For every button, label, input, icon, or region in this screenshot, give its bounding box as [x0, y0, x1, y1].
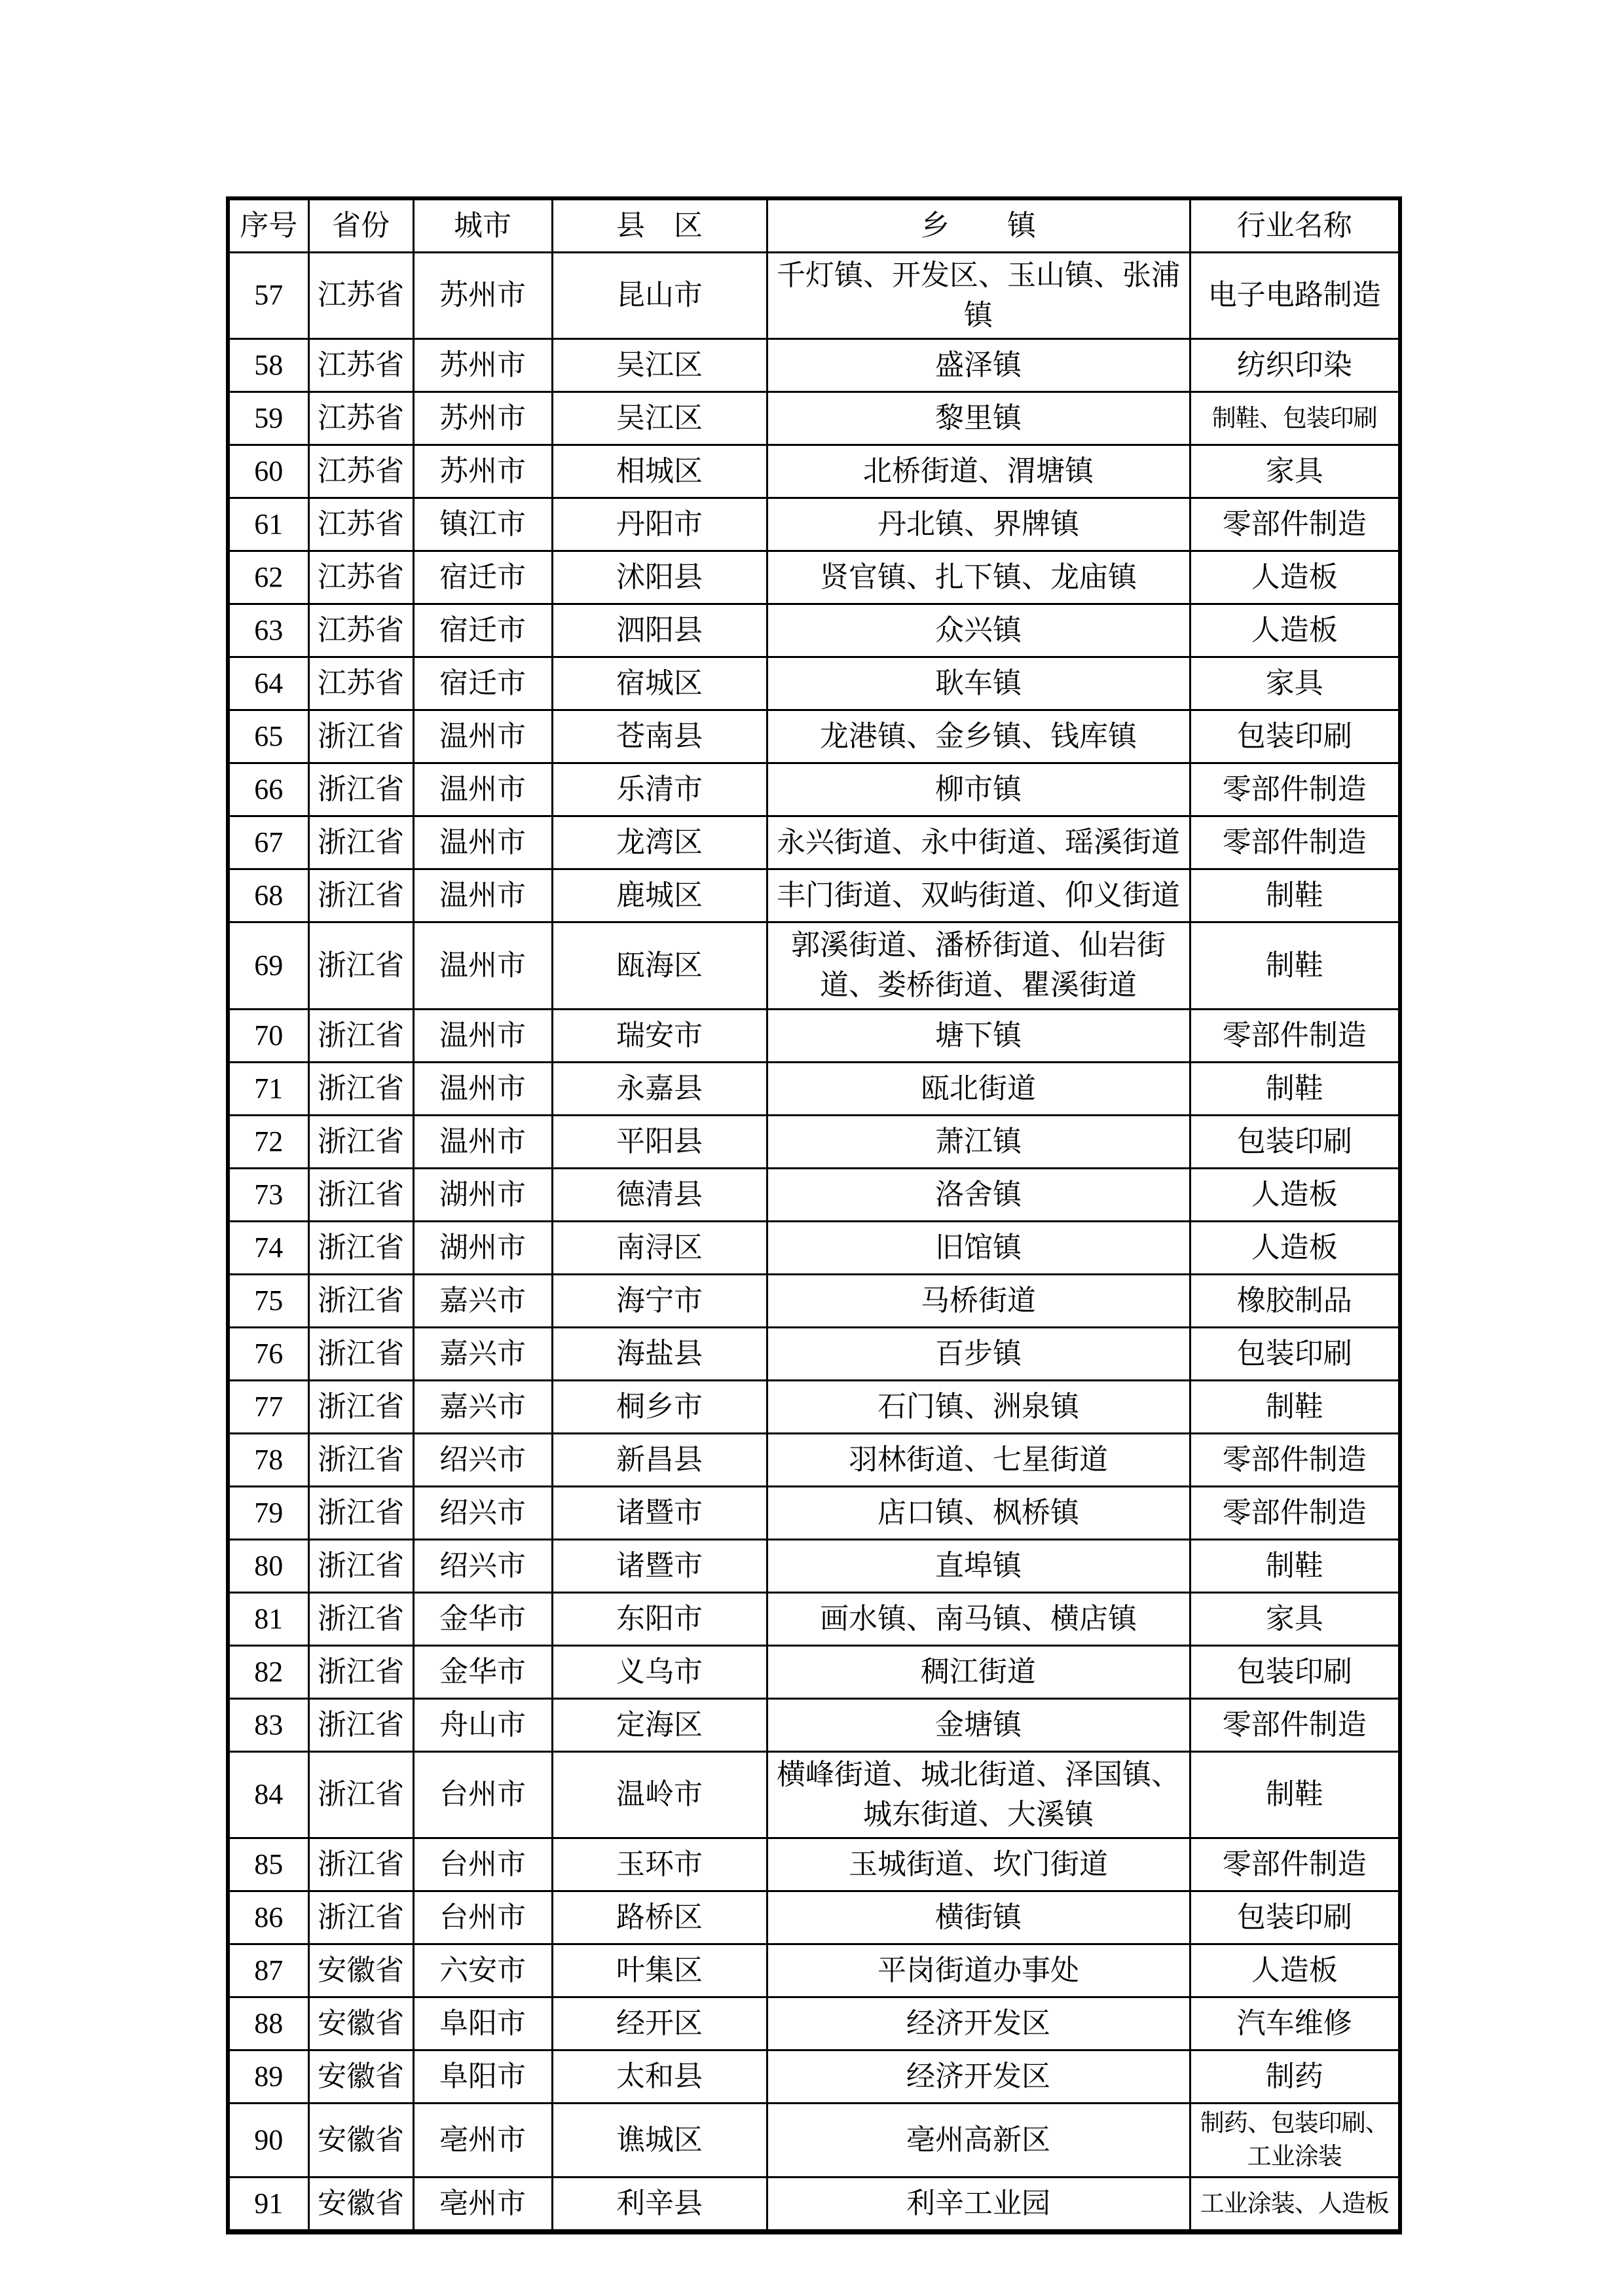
table-row	[228, 1221, 1400, 1274]
row-number-cell: 82	[228, 1645, 308, 1698]
township-cell: 贤官镇、扎下镇、龙庙镇	[767, 551, 1190, 604]
county-cell: 宿城区	[552, 657, 767, 710]
county-cell: 平阳县	[552, 1115, 767, 1168]
row-number-cell: 83	[228, 1698, 308, 1751]
table-row	[228, 1062, 1400, 1115]
row-number-cell: 78	[228, 1433, 308, 1486]
city-cell: 苏州市	[413, 339, 552, 392]
industry-cell: 零部件制造	[1190, 498, 1400, 551]
row-number-cell: 73	[228, 1168, 308, 1221]
city-cell: 亳州市	[413, 2104, 552, 2178]
city-cell: 台州市	[413, 1838, 552, 1891]
county-cell: 苍南县	[552, 710, 767, 763]
row-number-cell: 86	[228, 1891, 308, 1944]
city-cell: 嘉兴市	[413, 1274, 552, 1327]
city-cell: 温州市	[413, 763, 552, 816]
industry-cell: 零部件制造	[1190, 1486, 1400, 1539]
province-cell: 浙江省	[308, 1327, 413, 1380]
province-cell: 浙江省	[308, 1698, 413, 1751]
province-cell: 江苏省	[308, 551, 413, 604]
industry-cell: 制鞋、包装印刷	[1190, 392, 1400, 445]
township-cell: 塘下镇	[767, 1009, 1190, 1062]
county-cell: 桐乡市	[552, 1380, 767, 1433]
province-cell: 安徽省	[308, 1944, 413, 1997]
table-row	[228, 339, 1400, 392]
province-cell: 浙江省	[308, 710, 413, 763]
header-row	[228, 198, 1400, 253]
industry-cell: 零部件制造	[1190, 1838, 1400, 1891]
township-cell: 龙港镇、金乡镇、钱库镇	[767, 710, 1190, 763]
table-row	[228, 1327, 1400, 1380]
industry-cell: 制鞋	[1190, 1380, 1400, 1433]
county-cell: 东阳市	[552, 1592, 767, 1645]
county-cell: 丹阳市	[552, 498, 767, 551]
city-cell: 舟山市	[413, 1698, 552, 1751]
township-cell: 马桥街道	[767, 1274, 1190, 1327]
province-cell: 江苏省	[308, 445, 413, 498]
county-cell: 新昌县	[552, 1433, 767, 1486]
county-cell: 利辛县	[552, 2178, 767, 2232]
township-cell: 横峰街道、城北街道、泽国镇、城东街道、大溪镇	[767, 1751, 1190, 1838]
row-number-cell: 59	[228, 392, 308, 445]
province-cell: 浙江省	[308, 1380, 413, 1433]
table-row	[228, 1751, 1400, 1838]
row-number-cell: 75	[228, 1274, 308, 1327]
table-row	[228, 392, 1400, 445]
row-number-cell: 67	[228, 816, 308, 869]
table-row	[228, 657, 1400, 710]
row-number-cell: 62	[228, 551, 308, 604]
township-cell: 金塘镇	[767, 1698, 1190, 1751]
province-cell: 浙江省	[308, 1062, 413, 1115]
province-cell: 浙江省	[308, 1009, 413, 1062]
province-cell: 江苏省	[308, 604, 413, 657]
table-row	[228, 445, 1400, 498]
city-cell: 温州市	[413, 1009, 552, 1062]
township-cell: 萧江镇	[767, 1115, 1190, 1168]
industry-cell: 人造板	[1190, 1221, 1400, 1274]
township-cell: 横街镇	[767, 1891, 1190, 1944]
township-cell: 画水镇、南马镇、横店镇	[767, 1592, 1190, 1645]
township-cell: 石门镇、洲泉镇	[767, 1380, 1190, 1433]
industry-cell: 制药、包装印刷、工业涂装	[1190, 2104, 1400, 2178]
row-number-cell: 66	[228, 763, 308, 816]
county-cell: 太和县	[552, 2050, 767, 2104]
township-cell: 黎里镇	[767, 392, 1190, 445]
table-row	[228, 1539, 1400, 1592]
table-row	[228, 1433, 1400, 1486]
industry-cell: 工业涂装、人造板	[1190, 2178, 1400, 2232]
province-cell: 浙江省	[308, 1539, 413, 1592]
table-row	[228, 1997, 1400, 2050]
table-row	[228, 604, 1400, 657]
township-cell: 永兴街道、永中街道、瑶溪街道	[767, 816, 1190, 869]
row-number-cell: 88	[228, 1997, 308, 2050]
row-number-cell: 57	[228, 253, 308, 339]
township-cell: 经济开发区	[767, 2050, 1190, 2104]
province-cell: 浙江省	[308, 816, 413, 869]
table-row	[228, 1838, 1400, 1891]
township-cell: 店口镇、枫桥镇	[767, 1486, 1190, 1539]
township-cell: 千灯镇、开发区、玉山镇、张浦镇	[767, 253, 1190, 339]
industry-cell: 电子电路制造	[1190, 253, 1400, 339]
row-number-cell: 72	[228, 1115, 308, 1168]
province-cell: 浙江省	[308, 1168, 413, 1221]
industry-cell: 制鞋	[1190, 1062, 1400, 1115]
city-cell: 亳州市	[413, 2178, 552, 2232]
province-cell: 浙江省	[308, 1645, 413, 1698]
city-cell: 台州市	[413, 1751, 552, 1838]
table-row	[228, 1698, 1400, 1751]
industry-cell: 制鞋	[1190, 1539, 1400, 1592]
industry-cell: 人造板	[1190, 1168, 1400, 1221]
province-cell: 江苏省	[308, 339, 413, 392]
township-cell: 羽林街道、七星街道	[767, 1433, 1190, 1486]
column-header-number: 序号	[228, 198, 308, 253]
county-cell: 吴江区	[552, 339, 767, 392]
township-cell: 北桥街道、渭塘镇	[767, 445, 1190, 498]
city-cell: 苏州市	[413, 445, 552, 498]
industry-cell: 零部件制造	[1190, 763, 1400, 816]
city-cell: 台州市	[413, 1891, 552, 1944]
province-cell: 浙江省	[308, 1115, 413, 1168]
city-cell: 苏州市	[413, 392, 552, 445]
industry-cell: 家具	[1190, 657, 1400, 710]
province-cell: 江苏省	[308, 657, 413, 710]
industry-cell: 零部件制造	[1190, 816, 1400, 869]
county-cell: 叶集区	[552, 1944, 767, 1997]
township-cell: 经济开发区	[767, 1997, 1190, 2050]
township-cell: 平岗街道办事处	[767, 1944, 1190, 1997]
township-cell: 丰门街道、双屿街道、仰义街道	[767, 869, 1190, 922]
township-cell: 旧馆镇	[767, 1221, 1190, 1274]
county-cell: 经开区	[552, 1997, 767, 2050]
county-cell: 义乌市	[552, 1645, 767, 1698]
industry-cell: 家具	[1190, 445, 1400, 498]
city-cell: 绍兴市	[413, 1486, 552, 1539]
industry-region-table	[226, 196, 1402, 2234]
table-row	[228, 710, 1400, 763]
county-cell: 德清县	[552, 1168, 767, 1221]
city-cell: 温州市	[413, 1062, 552, 1115]
province-cell: 安徽省	[308, 2104, 413, 2178]
table-row	[228, 2178, 1400, 2232]
industry-cell: 人造板	[1190, 1944, 1400, 1997]
township-cell: 百步镇	[767, 1327, 1190, 1380]
row-number-cell: 71	[228, 1062, 308, 1115]
industry-cell: 人造板	[1190, 604, 1400, 657]
industry-cell: 橡胶制品	[1190, 1274, 1400, 1327]
city-cell: 苏州市	[413, 253, 552, 339]
province-cell: 浙江省	[308, 1838, 413, 1891]
township-cell: 稠江街道	[767, 1645, 1190, 1698]
province-cell: 浙江省	[308, 869, 413, 922]
province-cell: 浙江省	[308, 1751, 413, 1838]
province-cell: 江苏省	[308, 392, 413, 445]
township-cell: 利辛工业园	[767, 2178, 1190, 2232]
province-cell: 浙江省	[308, 1274, 413, 1327]
city-cell: 温州市	[413, 869, 552, 922]
row-number-cell: 91	[228, 2178, 308, 2232]
industry-cell: 包装印刷	[1190, 710, 1400, 763]
county-cell: 瓯海区	[552, 922, 767, 1009]
industry-cell: 汽车维修	[1190, 1997, 1400, 2050]
row-number-cell: 89	[228, 2050, 308, 2104]
industry-cell: 包装印刷	[1190, 1645, 1400, 1698]
table-row	[228, 922, 1400, 1009]
industry-cell: 制鞋	[1190, 1751, 1400, 1838]
county-cell: 吴江区	[552, 392, 767, 445]
city-cell: 金华市	[413, 1645, 552, 1698]
row-number-cell: 69	[228, 922, 308, 1009]
table-row	[228, 1891, 1400, 1944]
province-cell: 浙江省	[308, 1433, 413, 1486]
city-cell: 宿迁市	[413, 657, 552, 710]
row-number-cell: 70	[228, 1009, 308, 1062]
column-header-city: 城市	[413, 198, 552, 253]
county-cell: 瑞安市	[552, 1009, 767, 1062]
table-row	[228, 1486, 1400, 1539]
county-cell: 鹿城区	[552, 869, 767, 922]
township-cell: 柳市镇	[767, 763, 1190, 816]
table-row	[228, 1115, 1400, 1168]
row-number-cell: 65	[228, 710, 308, 763]
county-cell: 乐清市	[552, 763, 767, 816]
city-cell: 温州市	[413, 816, 552, 869]
township-cell: 盛泽镇	[767, 339, 1190, 392]
column-header-township: 乡 镇	[767, 198, 1190, 253]
province-cell: 浙江省	[308, 922, 413, 1009]
table-row	[228, 1380, 1400, 1433]
row-number-cell: 60	[228, 445, 308, 498]
city-cell: 宿迁市	[413, 604, 552, 657]
industry-cell: 零部件制造	[1190, 1433, 1400, 1486]
industry-cell: 制药	[1190, 2050, 1400, 2104]
table-row	[228, 869, 1400, 922]
row-number-cell: 61	[228, 498, 308, 551]
township-cell: 瓯北街道	[767, 1062, 1190, 1115]
city-cell: 湖州市	[413, 1168, 552, 1221]
row-number-cell: 87	[228, 1944, 308, 1997]
table-row	[228, 253, 1400, 339]
county-cell: 龙湾区	[552, 816, 767, 869]
county-cell: 永嘉县	[552, 1062, 767, 1115]
county-cell: 玉环市	[552, 1838, 767, 1891]
township-cell: 玉城街道、坎门街道	[767, 1838, 1190, 1891]
table-row	[228, 1009, 1400, 1062]
county-cell: 南浔区	[552, 1221, 767, 1274]
province-cell: 安徽省	[308, 2050, 413, 2104]
table-row	[228, 2050, 1400, 2104]
province-cell: 江苏省	[308, 253, 413, 339]
row-number-cell: 84	[228, 1751, 308, 1838]
county-cell: 泗阳县	[552, 604, 767, 657]
industry-cell: 包装印刷	[1190, 1891, 1400, 1944]
province-cell: 浙江省	[308, 1891, 413, 1944]
city-cell: 嘉兴市	[413, 1327, 552, 1380]
township-cell: 直埠镇	[767, 1539, 1190, 1592]
province-cell: 浙江省	[308, 1486, 413, 1539]
column-header-province: 省份	[308, 198, 413, 253]
province-cell: 安徽省	[308, 2178, 413, 2232]
table-row	[228, 763, 1400, 816]
county-cell: 昆山市	[552, 253, 767, 339]
column-header-county: 县 区	[552, 198, 767, 253]
table-row	[228, 551, 1400, 604]
table-row	[228, 1274, 1400, 1327]
city-cell: 温州市	[413, 710, 552, 763]
table-row	[228, 816, 1400, 869]
industry-cell: 家具	[1190, 1592, 1400, 1645]
county-cell: 海盐县	[552, 1327, 767, 1380]
industry-cell: 零部件制造	[1190, 1009, 1400, 1062]
township-cell: 耿车镇	[767, 657, 1190, 710]
table-row	[228, 1592, 1400, 1645]
county-cell: 海宁市	[552, 1274, 767, 1327]
city-cell: 阜阳市	[413, 1997, 552, 2050]
city-cell: 湖州市	[413, 1221, 552, 1274]
row-number-cell: 81	[228, 1592, 308, 1645]
city-cell: 温州市	[413, 922, 552, 1009]
table-row	[228, 2104, 1400, 2178]
row-number-cell: 64	[228, 657, 308, 710]
province-cell: 浙江省	[308, 1592, 413, 1645]
table-body	[228, 253, 1400, 2232]
county-cell: 诸暨市	[552, 1539, 767, 1592]
township-cell: 洛舍镇	[767, 1168, 1190, 1221]
province-cell: 安徽省	[308, 1997, 413, 2050]
industry-cell: 零部件制造	[1190, 1698, 1400, 1751]
table-row	[228, 1944, 1400, 1997]
city-cell: 绍兴市	[413, 1539, 552, 1592]
industry-cell: 包装印刷	[1190, 1115, 1400, 1168]
county-cell: 沭阳县	[552, 551, 767, 604]
row-number-cell: 68	[228, 869, 308, 922]
city-cell: 阜阳市	[413, 2050, 552, 2104]
row-number-cell: 85	[228, 1838, 308, 1891]
province-cell: 浙江省	[308, 763, 413, 816]
row-number-cell: 80	[228, 1539, 308, 1592]
row-number-cell: 77	[228, 1380, 308, 1433]
city-cell: 绍兴市	[413, 1433, 552, 1486]
township-cell: 郭溪街道、潘桥街道、仙岩街道、娄桥街道、瞿溪街道	[767, 922, 1190, 1009]
county-cell: 诸暨市	[552, 1486, 767, 1539]
city-cell: 温州市	[413, 1115, 552, 1168]
county-cell: 路桥区	[552, 1891, 767, 1944]
province-cell: 江苏省	[308, 498, 413, 551]
county-cell: 谯城区	[552, 2104, 767, 2178]
industry-cell: 纺织印染	[1190, 339, 1400, 392]
province-cell: 浙江省	[308, 1221, 413, 1274]
row-number-cell: 74	[228, 1221, 308, 1274]
industry-cell: 包装印刷	[1190, 1327, 1400, 1380]
industry-cell: 人造板	[1190, 551, 1400, 604]
row-number-cell: 79	[228, 1486, 308, 1539]
row-number-cell: 58	[228, 339, 308, 392]
row-number-cell: 63	[228, 604, 308, 657]
industry-cell: 制鞋	[1190, 869, 1400, 922]
table-row	[228, 1645, 1400, 1698]
row-number-cell: 90	[228, 2104, 308, 2178]
township-cell: 丹北镇、界牌镇	[767, 498, 1190, 551]
city-cell: 六安市	[413, 1944, 552, 1997]
county-cell: 温岭市	[552, 1751, 767, 1838]
table-row	[228, 498, 1400, 551]
city-cell: 宿迁市	[413, 551, 552, 604]
industry-cell: 制鞋	[1190, 922, 1400, 1009]
city-cell: 嘉兴市	[413, 1380, 552, 1433]
city-cell: 镇江市	[413, 498, 552, 551]
township-cell: 众兴镇	[767, 604, 1190, 657]
city-cell: 金华市	[413, 1592, 552, 1645]
township-cell: 亳州高新区	[767, 2104, 1190, 2178]
table-header	[228, 198, 1400, 253]
county-cell: 相城区	[552, 445, 767, 498]
table-row	[228, 1168, 1400, 1221]
column-header-industry: 行业名称	[1190, 198, 1400, 253]
county-cell: 定海区	[552, 1698, 767, 1751]
row-number-cell: 76	[228, 1327, 308, 1380]
